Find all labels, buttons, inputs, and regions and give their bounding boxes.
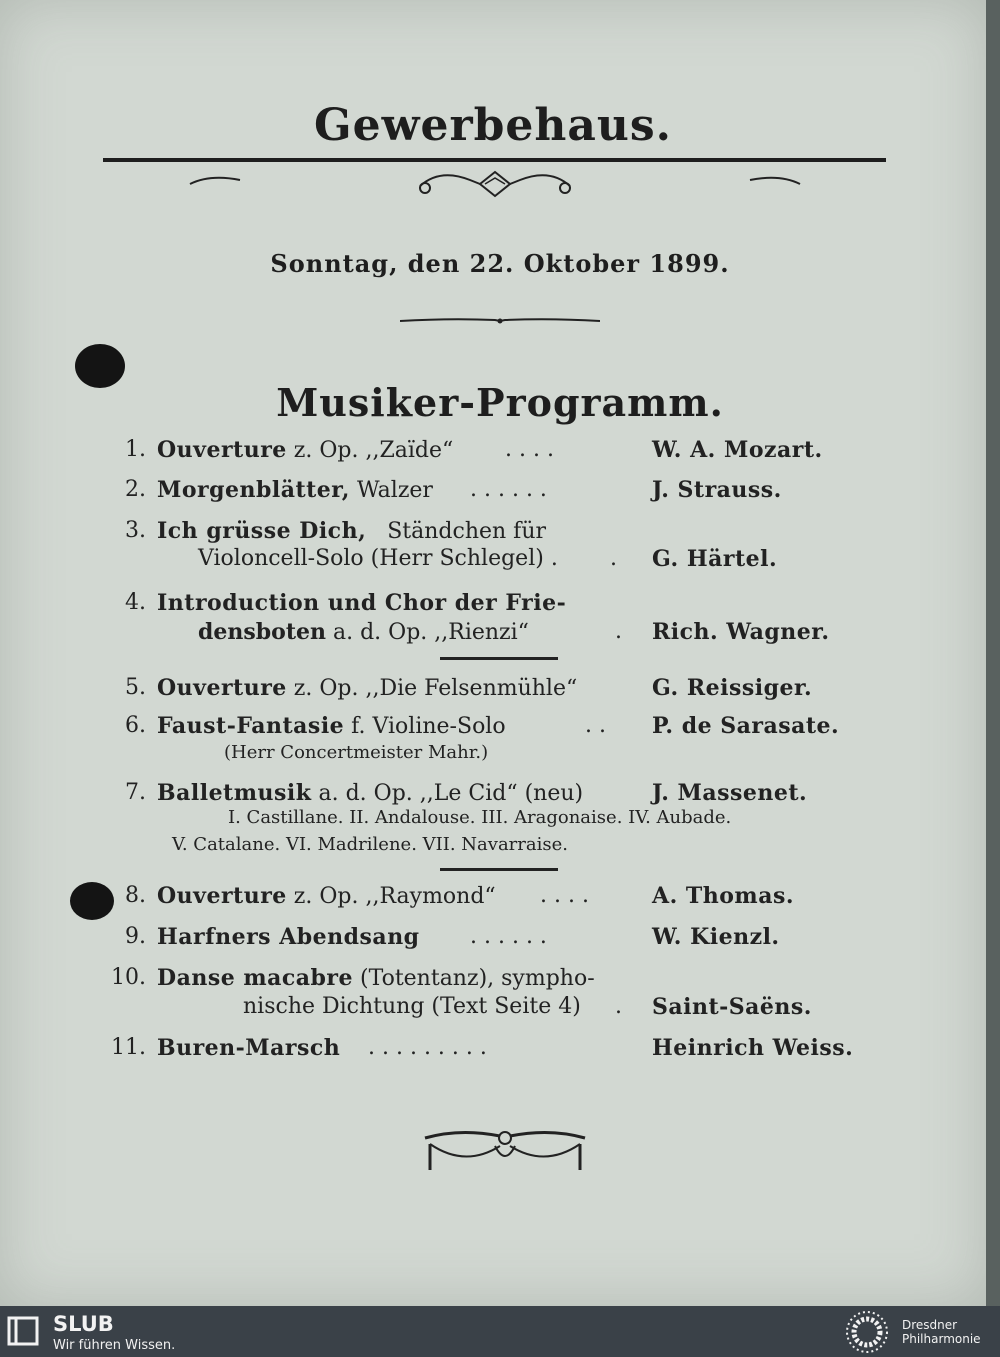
item-number: 5. xyxy=(125,675,146,700)
piece-title: Ich grüsse Dich, xyxy=(157,518,367,544)
philharmonie-line1: Dresdner xyxy=(902,1318,958,1332)
composer: G. Reissiger. xyxy=(652,675,813,701)
leader-dots: . . xyxy=(585,713,606,738)
item-number: 1. xyxy=(125,437,146,462)
leader-dots: . . . . . . xyxy=(470,924,547,949)
composer: Heinrich Weiss. xyxy=(652,1035,854,1061)
piece-detail: f. Violine-Solo xyxy=(351,714,506,739)
item-number: 11. xyxy=(111,1035,146,1060)
leader-dots: . . . . xyxy=(505,437,554,462)
piece-detail: z. Op. ,,Raymond“ xyxy=(293,884,496,909)
composer: Saint-Saëns. xyxy=(652,994,812,1020)
venue-title: Gewerbehaus. xyxy=(314,100,672,151)
item-number: 8. xyxy=(125,883,146,908)
movement-list: V. Catalane. VI. Madrilene. VII. Navarraise. xyxy=(172,834,568,855)
slub-tagline: Wir führen Wissen. xyxy=(53,1338,176,1353)
slub-brand: SLUB xyxy=(53,1312,114,1336)
piece-detail: Walzer xyxy=(356,478,433,503)
composer: W. A. Mozart. xyxy=(652,437,823,463)
garland-ornament-icon xyxy=(420,1126,590,1176)
piece-title: Ouverture xyxy=(157,437,287,463)
program-heading: Musiker-Programm. xyxy=(276,380,724,425)
piece-title: Morgenblätter, xyxy=(157,477,350,503)
composer: J. Massenet. xyxy=(652,780,808,806)
leader-dots: . . . . xyxy=(540,883,589,908)
leader-dots: . . . . . . xyxy=(470,477,547,502)
punch-hole xyxy=(70,882,114,920)
title-rule xyxy=(103,158,886,162)
piece-detail: (Herr Concertmeister Mahr.) xyxy=(224,742,489,763)
piece-detail: nische Dichtung (Text Seite 4) xyxy=(243,994,581,1019)
piece-title: Ouverture xyxy=(157,883,287,909)
leader-dots: . . . . . . . . . xyxy=(368,1035,487,1060)
piece-title: Danse macabre xyxy=(157,965,354,991)
piece-detail: z. Op. ,,Zaïde“ xyxy=(293,438,454,463)
sunburst-logo-icon xyxy=(842,1309,892,1355)
leader-dots: . xyxy=(610,546,617,571)
section-separator xyxy=(440,657,558,660)
paper-edge xyxy=(986,0,1000,1306)
composer: A. Thomas. xyxy=(652,883,795,909)
item-number: 4. xyxy=(125,590,146,615)
piece-title: Balletmusik xyxy=(157,780,312,806)
item-number: 9. xyxy=(125,924,146,949)
piece-title: densboten xyxy=(198,619,326,645)
composer: G. Härtel. xyxy=(652,546,778,572)
piece-detail: z. Op. ,,Die Felsenmühle“ xyxy=(293,676,578,701)
ornament-flourish-icon xyxy=(180,164,810,204)
piece-title: Faust-Fantasie xyxy=(157,713,345,739)
piece-detail: a. d. Op. ,,Le Cid“ (neu) xyxy=(318,781,584,806)
item-number: 3. xyxy=(125,518,146,543)
leader-dots: . xyxy=(615,619,622,644)
book-icon xyxy=(6,1314,42,1348)
piece-detail: Ständchen für xyxy=(387,519,547,544)
piece-title: Introduction und Chor der Frie- xyxy=(157,590,567,616)
item-number: 10. xyxy=(111,965,146,990)
concert-date: Sonntag, den 22. Oktober 1899. xyxy=(270,249,730,278)
item-number: 2. xyxy=(125,477,146,502)
piece-detail: a. d. Op. ,,Rienzi“ xyxy=(332,620,529,645)
item-number: 7. xyxy=(125,780,146,805)
composer: P. de Sarasate. xyxy=(652,713,840,739)
footer-bar xyxy=(0,1306,1000,1357)
divider-ornament-icon xyxy=(400,315,600,327)
movement-list: I. Castillane. II. Andalouse. III. Aragonaise. IV. Aubade. xyxy=(228,807,732,828)
piece-detail: (Totentanz), sympho- xyxy=(360,966,595,991)
piece-detail: Violoncell-Solo (Herr Schlegel) . xyxy=(198,546,558,571)
composer: J. Strauss. xyxy=(652,477,782,503)
item-number: 6. xyxy=(125,713,146,738)
piece-title: Buren-Marsch xyxy=(157,1035,341,1061)
composer: W. Kienzl. xyxy=(652,924,780,950)
composer: Rich. Wagner. xyxy=(652,619,830,645)
philharmonie-line2: Philharmonie xyxy=(902,1332,981,1346)
section-separator xyxy=(440,868,558,871)
leader-dots: . xyxy=(615,994,622,1019)
piece-title: Harfners Abendsang xyxy=(157,924,420,950)
piece-title: Ouverture xyxy=(157,675,287,701)
